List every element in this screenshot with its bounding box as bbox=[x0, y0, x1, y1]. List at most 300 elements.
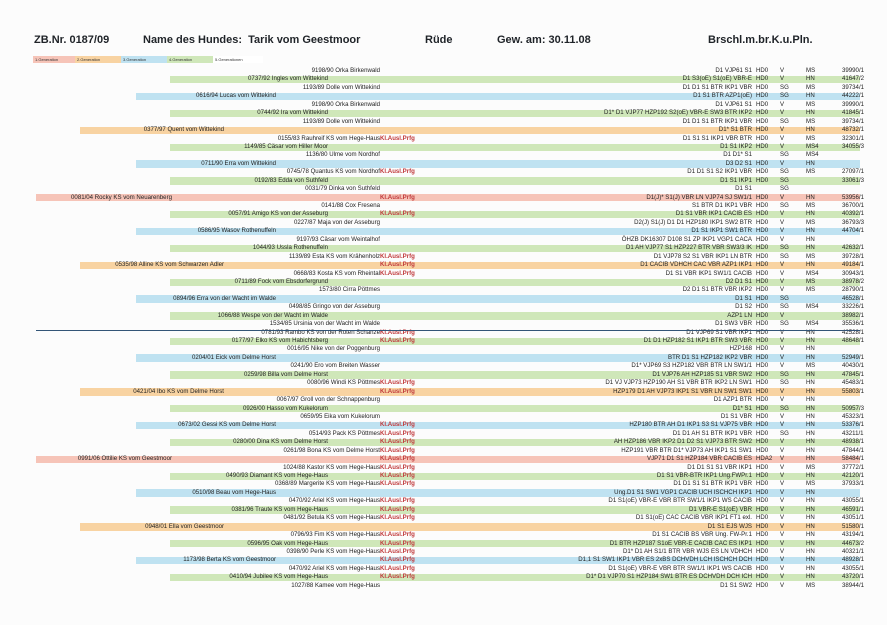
rating: V bbox=[780, 142, 785, 150]
table-row bbox=[36, 294, 865, 303]
registry-number: 48732/1 bbox=[842, 126, 865, 134]
registry-number: 39734/1 bbox=[842, 117, 865, 125]
table-row bbox=[36, 581, 865, 590]
hd-result: HD0 bbox=[756, 83, 769, 91]
hd-result: HD0 bbox=[756, 556, 769, 564]
ms-result: HN bbox=[806, 210, 815, 218]
rating: SG bbox=[780, 294, 789, 302]
exam-tag: Kl.Ausl.Prfg bbox=[380, 337, 415, 344]
dog-entry-name: 1573/80 Cirra Pöttmes bbox=[319, 286, 380, 294]
hd-result: HD0 bbox=[756, 159, 769, 167]
performance: D1 VJP78 S2 S1 VBR IKP1 LN BTR bbox=[653, 252, 752, 260]
dog-entry-name: 0490/93 Diamant KS vom Hege-Haus bbox=[226, 472, 328, 479]
performance: D1 S1 VBR IKP1 CACIB ES bbox=[675, 210, 752, 218]
table-row bbox=[36, 277, 865, 286]
table-row bbox=[36, 472, 865, 480]
hd-result: HD0 bbox=[756, 522, 769, 530]
table-row bbox=[36, 404, 865, 413]
performance: D1 S1 CACIB BS VBR Ung. FW-Pr.1 bbox=[652, 531, 752, 539]
dog-entry-name: 0470/92 Ariel KS vom Hege-Haus bbox=[288, 564, 380, 572]
hd-result: HD0 bbox=[756, 227, 769, 235]
performance: D1* D1 AH S1/1 BTR VBR WJS ES LN VDHCH bbox=[622, 547, 752, 555]
registry-number: 51580/1 bbox=[842, 522, 865, 530]
exam-tag: Kl.Ausl.Prfg bbox=[380, 480, 415, 488]
performance: D2(J) S1(J) D1 D1 HZP180 IKP1 SW2 BTR bbox=[634, 218, 752, 226]
registry-number: 55803/1 bbox=[842, 387, 865, 395]
rating: V bbox=[780, 581, 785, 589]
registry-number: 41845/1 bbox=[842, 109, 865, 117]
performance: D1 VJP61 S1 bbox=[715, 67, 752, 74]
registry-number: 42632/1 bbox=[842, 244, 865, 252]
table-row bbox=[36, 151, 860, 159]
dog-entry-name: 1193/89 Dolle vom Wittekind bbox=[302, 117, 380, 125]
rating: V bbox=[780, 328, 785, 336]
hd-result: HD0 bbox=[756, 176, 769, 184]
ms-result: HN bbox=[806, 92, 815, 100]
registry-number: 36793/3 bbox=[842, 218, 865, 226]
table-row bbox=[36, 160, 860, 168]
hd-result: HD0 bbox=[756, 497, 769, 505]
dog-entry-name: 0381/96 Traute KS vom Hege-Haus bbox=[231, 505, 328, 513]
performance: D1 S1 VBR bbox=[720, 412, 752, 420]
hd-result: HD0 bbox=[756, 261, 769, 269]
table-row bbox=[36, 320, 865, 328]
performance: ÖHZB DK16307 D108 S1 ZP IKP1 VGP1 CACA bbox=[621, 235, 752, 243]
ms-result: HN bbox=[806, 531, 815, 539]
dog-entry-name: 0745/78 Quantus KS vom Nordhof bbox=[286, 168, 380, 176]
zb-number: ZB.Nr. 0187/09 bbox=[34, 34, 110, 46]
ms-result: HN bbox=[806, 244, 815, 252]
table-row bbox=[36, 531, 865, 539]
dog-entry-name: 1024/88 Kastor KS vom Hege-Haus bbox=[283, 463, 380, 471]
table-row bbox=[36, 337, 865, 345]
dog-entry-name: 0711/89 Fock vom Ebsdorfergrund bbox=[234, 277, 328, 285]
table-row bbox=[36, 109, 865, 117]
hd-result: HD0 bbox=[756, 269, 769, 277]
dog-entry-name: 0659/95 Eika vom Kukelorum bbox=[300, 412, 380, 420]
performance: D1 SW3 VBR bbox=[715, 320, 752, 328]
rating: SG bbox=[780, 92, 789, 100]
rating: V bbox=[780, 531, 785, 539]
table-row bbox=[36, 252, 865, 261]
hd-result: HD0 bbox=[756, 505, 769, 513]
performance: D1 D1 S1 BTR IKP1 VBR bbox=[682, 117, 752, 125]
ms-result: MS bbox=[806, 218, 816, 226]
registry-number: 53376/1 bbox=[842, 421, 865, 429]
rating: V bbox=[780, 159, 785, 167]
dog-entry-name: 1136/80 Ulme vom Nordhof bbox=[305, 151, 380, 159]
exam-tag: Kl.Ausl.Prfg bbox=[380, 387, 415, 395]
registry-number: 39728/1 bbox=[842, 252, 865, 260]
performance: D1,1 S1 SW1 IKP1 VBR ES 2xBS DCHVDH LCH ISCHCH DCH bbox=[578, 556, 752, 564]
rating: SG bbox=[780, 168, 789, 176]
table-row bbox=[36, 573, 865, 581]
registry-number: 36700/1 bbox=[842, 202, 865, 209]
ms-result: HN bbox=[806, 412, 815, 420]
hd-result: HDA2 bbox=[756, 455, 773, 463]
table-row bbox=[36, 514, 865, 522]
performance: D1 D1 S1 S2 IKP1 VBR bbox=[687, 168, 752, 176]
performance: D1 D1 S1 S1 VBR IKP1 bbox=[687, 463, 752, 471]
hd-result: HD0 bbox=[756, 117, 769, 125]
dog-entry-name: 0781/93 Rambo KS von der Roten Schanze bbox=[261, 328, 380, 336]
dog-name-value: Tarik vom Geestmoor bbox=[248, 34, 361, 46]
rating: V bbox=[780, 311, 785, 319]
ms-result: MS bbox=[806, 202, 816, 209]
exam-tag: Kl.Ausl.Prfg bbox=[380, 421, 415, 429]
hd-result: HD0 bbox=[756, 446, 769, 454]
pedigree-table bbox=[36, 67, 865, 590]
registry-number: 49184/1 bbox=[842, 261, 865, 269]
table-row bbox=[36, 261, 865, 269]
table-row bbox=[36, 311, 865, 320]
performance: D3 D2 S1 bbox=[725, 159, 752, 167]
exam-tag: Kl.Ausl.Prfg bbox=[380, 539, 415, 547]
dog-entry-name: 0016/95 Nike von der Poggenburg bbox=[287, 345, 380, 353]
ms-result: MS4 bbox=[806, 303, 819, 311]
hd-result: HD0 bbox=[756, 370, 769, 378]
dog-entry-name: 0080/96 Windi KS Pöttmes bbox=[307, 379, 380, 387]
table-row bbox=[36, 421, 865, 429]
performance: D2 D1 S1 BTR VBR IKP2 bbox=[682, 286, 752, 294]
ms-result: MS bbox=[806, 134, 816, 142]
performance: D1* S1 BTR bbox=[718, 126, 752, 134]
rating: V bbox=[780, 421, 785, 429]
registry-number: 44704/1 bbox=[842, 227, 865, 235]
exam-tag: Kl.Ausl.Prfg bbox=[380, 379, 415, 387]
dog-entry-name: 0514/93 Pack KS Pöttmes bbox=[308, 429, 380, 437]
rating: V bbox=[780, 480, 785, 488]
ms-result: HN bbox=[806, 126, 815, 134]
ms-result: HN bbox=[806, 109, 815, 117]
registry-number: 38982/1 bbox=[842, 311, 865, 319]
registry-number: 34055/3 bbox=[842, 142, 865, 150]
rating: V bbox=[780, 514, 785, 522]
table-row bbox=[36, 505, 865, 514]
hd-result: HD0 bbox=[756, 547, 769, 555]
dog-entry-name: 0498/85 Gringo von der Asseburg bbox=[288, 303, 380, 311]
performance: D1* S1 bbox=[732, 404, 752, 412]
performance: D1 D1 S1 BTR IKP1 VBR bbox=[682, 83, 752, 91]
hd-result: HD0 bbox=[756, 488, 769, 496]
rating: V bbox=[780, 227, 785, 235]
registry-number: 58484/1 bbox=[842, 455, 865, 463]
ms-result: MS4 bbox=[806, 142, 819, 150]
hd-result: HD0 bbox=[756, 337, 769, 344]
exam-tag: Kl.Ausl.Prfg bbox=[380, 429, 415, 437]
table-row bbox=[36, 353, 865, 362]
dog-entry-name: 0368/89 Margerite KS vom Hege-Haus bbox=[274, 480, 380, 488]
table-row bbox=[36, 92, 865, 100]
dog-entry-name: 0241/90 Ero vom Breiten Wasser bbox=[290, 362, 380, 370]
dog-entry-name: 0067/97 Groll von der Schnappenburg bbox=[276, 396, 380, 404]
table-row bbox=[36, 83, 865, 92]
dog-gender: Rüde bbox=[425, 34, 453, 46]
hd-result: HD0 bbox=[756, 75, 769, 83]
rating: V bbox=[780, 564, 785, 572]
table-row bbox=[36, 345, 860, 353]
dog-entry-name: 1534/85 Ursinia von der Wacht im Walde bbox=[269, 320, 380, 328]
performance: D1 AZP1 BTR bbox=[713, 396, 752, 404]
performance: HZP168 bbox=[729, 345, 752, 353]
rating: SG bbox=[780, 379, 789, 387]
rating: V bbox=[780, 472, 785, 479]
performance: BTR D1 S1 HZP182 IKP2 VBR bbox=[668, 353, 752, 361]
rating: SG bbox=[780, 244, 789, 252]
registry-number: 38978/2 bbox=[842, 277, 865, 285]
hd-result: HD0 bbox=[756, 294, 769, 302]
table-row bbox=[36, 126, 865, 134]
rating: SG bbox=[780, 303, 789, 311]
performance: D1 S1 VBR-BTR IKP1 Ung.FWPr.1 bbox=[656, 472, 752, 479]
registry-number: 45483/1 bbox=[842, 379, 865, 387]
performance: D1 VJP61 S1 bbox=[715, 100, 752, 108]
registry-number: 32301/1 bbox=[842, 134, 865, 142]
registry-number: 43055/1 bbox=[842, 564, 865, 572]
dog-entry-name: 0535/98 Alline KS vom Schwarzen Adler bbox=[115, 261, 224, 269]
dog-entry-name: 0744/92 Ira vom Wittekind bbox=[257, 109, 328, 117]
hd-result: HD0 bbox=[756, 67, 769, 74]
registry-number: 40392/1 bbox=[842, 210, 865, 218]
table-row bbox=[36, 185, 860, 193]
rating: V bbox=[780, 269, 785, 277]
dog-entry-name: 0155/83 Rauhreif KS vom Hege-Haus bbox=[277, 134, 380, 142]
table-row bbox=[36, 489, 860, 497]
registry-number: 44222/1 bbox=[842, 92, 865, 100]
performance: D1 S1 SW2 bbox=[720, 581, 752, 589]
dog-entry-name: 0192/83 Edda von Suthfeld bbox=[254, 176, 328, 184]
dog-entry-name: 0259/98 Billa vom Delme Horst bbox=[244, 370, 328, 378]
exam-tag: Kl.Ausl.Prfg bbox=[380, 328, 415, 336]
dog-entry-name: 1193/89 Dolle vom Wittekind bbox=[302, 83, 380, 91]
dog-entry-name: 0177/97 Elko KS vom Habichtsberg bbox=[231, 337, 328, 344]
dog-entry-name: 1173/98 Berta KS vom Geestmoor bbox=[183, 556, 276, 564]
ms-result: MS4 bbox=[806, 269, 819, 277]
rating: V bbox=[780, 100, 785, 108]
dog-entry-name: 1149/85 Cäsar vom Hiller Moor bbox=[244, 142, 328, 150]
performance: D1 S1 BTR AZP1(oE) bbox=[693, 92, 752, 100]
rating: V bbox=[780, 193, 785, 201]
performance: HZP179 D1 AH VJP73 IKP1 S1 VBR LN SW1 SW1 bbox=[613, 387, 752, 395]
dog-entry-name: 0481/92 Betula KS vom Hege-Haus bbox=[283, 514, 380, 522]
rating: V bbox=[780, 337, 785, 344]
legend-item-gen3: 3.Generation bbox=[121, 56, 169, 63]
hd-result: HD0 bbox=[756, 210, 769, 218]
dog-entry-name: 0894/96 Erra von der Wacht im Walde bbox=[173, 294, 276, 302]
performance: D1 S1 IKP1 SW1 BTR bbox=[691, 227, 752, 235]
ms-result: HN bbox=[806, 556, 815, 564]
exam-tag: Kl.Ausl.Prfg bbox=[380, 193, 415, 201]
exam-tag: Kl.Ausl.Prfg bbox=[380, 463, 415, 471]
rating: SG bbox=[780, 202, 789, 209]
ms-result: MS4 bbox=[806, 151, 819, 159]
ms-result: HN bbox=[806, 446, 815, 454]
rating: V bbox=[780, 261, 785, 269]
performance: D1 S1 EJS WJS bbox=[707, 522, 752, 530]
ms-result: HN bbox=[806, 193, 815, 201]
ms-result: MS bbox=[806, 83, 816, 91]
dog-name bbox=[143, 34, 360, 46]
table-row bbox=[36, 168, 865, 176]
ms-result: HN bbox=[806, 75, 815, 83]
table-row bbox=[36, 446, 865, 455]
table-row bbox=[36, 379, 865, 387]
performance: D1 S1 VBR IKP1 SW1/1 CACIB bbox=[665, 269, 752, 277]
ms-result: HN bbox=[806, 379, 815, 387]
performance: D1* D1 VJP70 S1 HZP184 SW1 BTR ES DCHVDH DCH ICH bbox=[586, 573, 752, 581]
ms-result: MS bbox=[806, 362, 816, 370]
rating: SG bbox=[780, 429, 789, 437]
exam-tag: Kl.Ausl.Prfg bbox=[380, 472, 415, 479]
rating: V bbox=[780, 556, 785, 564]
dog-entry-name: 0280/00 Dina KS vom Delme Horst bbox=[233, 438, 328, 446]
performance: D1 VJP76 AH HZP185 S1 VBR SW2 bbox=[652, 370, 752, 378]
dog-entry-name: 0081/04 Rocky KS vom Neuarenberg bbox=[71, 193, 172, 201]
ms-result: HN bbox=[806, 488, 815, 496]
exam-tag: Kl.Ausl.Prfg bbox=[380, 497, 415, 505]
dog-entry-name: 1066/88 Wespe von der Wacht im Walde bbox=[217, 311, 328, 319]
rating: V bbox=[780, 438, 785, 446]
dog-entry-name: 0668/83 Kosta KS vom Rheintal bbox=[293, 269, 380, 277]
dog-entry-name: 0470/92 Ariel KS vom Hege-Haus bbox=[288, 497, 380, 505]
rating: V bbox=[780, 75, 785, 83]
dog-entry-name: 0737/92 Ingles vom Wittekind bbox=[248, 75, 328, 83]
ms-result: HN bbox=[806, 455, 815, 463]
registry-number: 43055/1 bbox=[842, 497, 865, 505]
hd-result: HD0 bbox=[756, 92, 769, 100]
table-row bbox=[36, 236, 860, 244]
table-row bbox=[36, 244, 865, 252]
dog-entry-name: 0261/98 Bona KS vom Delme Horst bbox=[283, 446, 380, 454]
ms-result: MS bbox=[806, 100, 816, 108]
rating: SG bbox=[780, 252, 789, 260]
hd-result: HD0 bbox=[756, 277, 769, 285]
hd-result: HD0 bbox=[756, 109, 769, 117]
hd-result: HD0 bbox=[756, 311, 769, 319]
performance: VJP71 D1 S1 HZP184 VBR CACIB ES bbox=[647, 455, 752, 463]
table-row bbox=[36, 438, 865, 446]
performance: D1* D1 VJP77 HZP192 S2(oE) VBR-E SW3 BTR IKP2 bbox=[604, 109, 752, 117]
hd-result: HD0 bbox=[756, 142, 769, 150]
ms-result: HN bbox=[806, 522, 815, 530]
rating: SG bbox=[780, 83, 789, 91]
performance: D1 S1(oE) CAC CACIB VBR IKP1 FT1 exl. bbox=[635, 514, 752, 522]
registry-number: 47844/1 bbox=[842, 446, 865, 454]
performance: AH HZP186 VBR IKP2 D1 D2 S1 VJP73 BTR SW2 bbox=[613, 438, 752, 446]
exam-tag: Kl.Ausl.Prfg bbox=[380, 564, 415, 572]
dog-entry-name: 0596/95 Oak vom Hege-Haus bbox=[247, 539, 328, 547]
ms-result: HN bbox=[806, 404, 815, 412]
registry-number: 46591/1 bbox=[842, 505, 865, 513]
table-row bbox=[36, 75, 865, 83]
registry-number: 45323/1 bbox=[842, 412, 865, 420]
registry-number: 40430/1 bbox=[842, 362, 865, 370]
dog-entry-name: 0616/94 Lucas vom Wittekind bbox=[196, 92, 276, 100]
table-row bbox=[36, 539, 865, 548]
table-row bbox=[36, 564, 865, 573]
hd-result: HD0 bbox=[756, 480, 769, 488]
registry-number: 44673/2 bbox=[842, 539, 865, 547]
table-row bbox=[36, 67, 865, 75]
ms-result: MS bbox=[806, 463, 816, 471]
hd-result: HD0 bbox=[756, 303, 769, 311]
legend-item-gen4: 4.Generation bbox=[167, 56, 215, 63]
exam-tag: Kl.Ausl.Prfg bbox=[380, 531, 415, 539]
exam-tag: Kl.Ausl.Prfg bbox=[380, 438, 415, 446]
hd-result: HD0 bbox=[756, 202, 769, 209]
table-row bbox=[36, 286, 865, 294]
registry-number: 33226/1 bbox=[842, 303, 865, 311]
hd-result: HD0 bbox=[756, 514, 769, 522]
registry-number: 39734/1 bbox=[842, 83, 865, 91]
hd-result: HD0 bbox=[756, 252, 769, 260]
dog-entry-name: 0586/95 Wasov Rothenuffeln bbox=[197, 227, 276, 235]
performance: D1 S1 S1 IKP1 VBR BTR bbox=[682, 134, 752, 142]
ms-result: MS bbox=[806, 67, 816, 74]
hd-result: HD0 bbox=[756, 472, 769, 479]
ms-result: HN bbox=[806, 429, 815, 437]
hd-result: HD0 bbox=[756, 404, 769, 412]
hd-result: HD0 bbox=[756, 126, 769, 134]
rating: V bbox=[780, 286, 785, 294]
registry-number: 42120/1 bbox=[842, 472, 865, 479]
rating: V bbox=[780, 455, 785, 463]
table-row bbox=[36, 497, 865, 505]
rating: V bbox=[780, 412, 785, 420]
registry-number: 39990/1 bbox=[842, 67, 865, 74]
hd-result: HD0 bbox=[756, 345, 769, 353]
ms-result: MS bbox=[806, 581, 816, 589]
performance: D1 VJP69 S1 VBR IKP1 bbox=[686, 328, 752, 336]
hd-result: HD0 bbox=[756, 463, 769, 471]
rating: SG bbox=[780, 151, 789, 159]
rating: V bbox=[780, 345, 785, 353]
ms-result: HN bbox=[806, 564, 815, 572]
dog-entry-name: 0204/01 Eick vom Delme Horst bbox=[192, 353, 276, 361]
hd-result: HD0 bbox=[756, 168, 769, 176]
rating: V bbox=[780, 277, 785, 285]
table-row bbox=[36, 218, 865, 227]
ms-result: HN bbox=[806, 353, 815, 361]
ms-result: HN bbox=[806, 421, 815, 429]
performance: D1 S1 IKP1 bbox=[720, 176, 752, 184]
dog-entry-name: 1139/89 Esta KS vom Krähenholz bbox=[288, 252, 380, 260]
dog-entry-name: 0377/97 Quent vom Wittekind bbox=[143, 126, 224, 134]
performance: Ung.D1 S1 SW1 VGP1 CACIB UCH ISCHCH IKP1 bbox=[614, 488, 752, 496]
performance: D1* VJP69 S3 HZP182 VBR BTR LN SW1/1 bbox=[631, 362, 752, 370]
registry-number: 42528/1 bbox=[842, 328, 865, 336]
coat-colour: Brschl.m.br.K.u.Pln. bbox=[708, 34, 813, 46]
hd-result: HD0 bbox=[756, 396, 769, 404]
dog-entry-name: 0796/93 Fim KS vom Hege-Haus bbox=[290, 531, 380, 539]
ms-result: MS bbox=[806, 286, 816, 294]
dog-entry-name: 0398/90 Perle KS vom Hege-Haus bbox=[286, 547, 380, 555]
ms-result: HN bbox=[806, 539, 815, 547]
ms-result: HN bbox=[806, 573, 815, 581]
performance: D1 D1* S1 bbox=[723, 151, 752, 159]
ms-result: MS bbox=[806, 117, 816, 125]
performance: D1 D1 AH S1 BTR IKP1 VBR bbox=[672, 429, 752, 437]
registry-number: 30943/1 bbox=[842, 269, 865, 277]
hd-result: HD0 bbox=[756, 438, 769, 446]
table-row bbox=[36, 117, 865, 126]
table-row bbox=[36, 269, 865, 278]
ms-result: HN bbox=[806, 547, 815, 555]
ms-result: HN bbox=[806, 337, 815, 344]
dog-entry-name: 9197/93 Cäsar vom Weintalhof bbox=[296, 235, 380, 243]
table-row bbox=[36, 463, 865, 472]
registry-number: 48648/1 bbox=[842, 337, 865, 344]
